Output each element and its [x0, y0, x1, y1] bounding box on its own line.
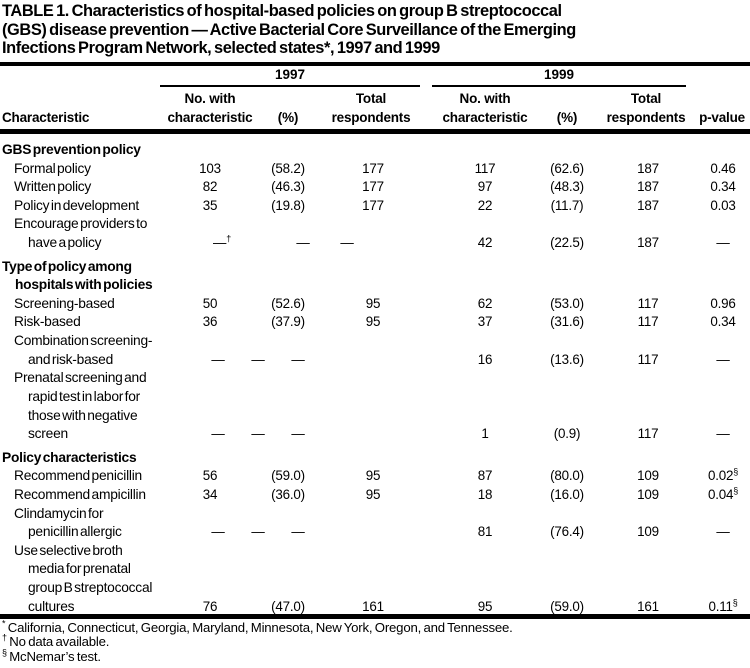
column-header-line: No. with — [459, 91, 511, 107]
table-cell: 187 — [637, 235, 659, 251]
row-label: media for prenatal — [28, 561, 131, 577]
table-cell: 187 — [637, 197, 659, 213]
table-cell: 0.04§ — [707, 485, 739, 502]
table-row-line — [0, 560, 750, 579]
table-cell: (76.4) — [550, 524, 584, 540]
table-cell: 42 — [477, 235, 493, 251]
table-cell: 0.96 — [710, 295, 736, 311]
table-row-line — [0, 369, 750, 388]
table-cell: (53.0) — [550, 295, 584, 311]
table-cell: 18 — [477, 486, 493, 502]
table-cell: 36 — [202, 314, 218, 330]
table-cell: — — [291, 524, 305, 540]
header-divider-rule — [0, 129, 750, 134]
table-cell: 0.34 — [710, 314, 736, 330]
table-row-line — [0, 425, 750, 444]
title-line-3: Infections Program Network, selected states*, 1997 and 1999 — [2, 39, 440, 57]
column-header — [442, 89, 527, 127]
row-label: Formal policy — [14, 160, 91, 176]
row-label: and risk-based — [28, 351, 113, 367]
table-cell: 76 — [202, 598, 218, 614]
table-cell: 187 — [637, 160, 659, 176]
column-header-line: (%) — [277, 109, 299, 125]
table-cell: 117 — [637, 295, 659, 311]
table-cell: 95 — [365, 314, 381, 330]
table-cell: 187 — [637, 179, 659, 195]
table-cell: — — [211, 351, 225, 367]
table-cell: 0.02§ — [707, 466, 739, 484]
column-header-line: characteristic — [167, 109, 253, 125]
column-header — [607, 89, 686, 127]
column-header-line: respondents — [331, 109, 411, 125]
row-label: screen — [28, 426, 68, 442]
table-cell: 82 — [202, 179, 218, 195]
column-header-line: p-value — [699, 109, 745, 125]
table-cell: (11.7) — [550, 197, 584, 213]
table-cell: (16.0) — [550, 486, 584, 502]
row-label: Prenatal screening and — [14, 370, 147, 386]
table-cell: 87 — [477, 468, 493, 484]
year-group-label: 1999 — [543, 67, 575, 82]
footnote-line: * California, Connecticut, Georgia, Maryland, Minnesota, New York, Oregon, and Tennessee. — [2, 618, 513, 635]
table-cell: — — [251, 524, 265, 540]
table-cell: 109 — [637, 468, 659, 484]
table-cell: 34 — [202, 486, 218, 502]
table-row-line — [0, 197, 750, 216]
table-cell: 62 — [477, 295, 493, 311]
table-cell: (13.6) — [550, 351, 584, 367]
table-cell: (58.2) — [271, 160, 305, 176]
table-body — [0, 141, 750, 616]
table-cell: 56 — [202, 468, 218, 484]
table-row-line — [0, 332, 750, 351]
table-cell: 81 — [477, 524, 493, 540]
table-cell: — — [716, 235, 730, 251]
footnote-symbol: § — [2, 647, 7, 658]
column-header-line: respondents — [606, 109, 686, 125]
table-cell: 0.11§ — [708, 597, 738, 614]
table-cell: (46.3) — [271, 179, 305, 195]
table-cell: (47.0) — [271, 598, 305, 614]
table-cell: 95 — [477, 598, 493, 614]
row-label: have a policy — [28, 235, 102, 251]
table-cell: (62.6) — [550, 160, 584, 176]
table-cell: — — [716, 426, 730, 442]
characteristic-column-header: Characteristic — [2, 109, 90, 125]
row-label: group B streptococcal — [28, 580, 153, 596]
table-cell: (36.0) — [271, 486, 305, 502]
table-cell: (52.6) — [271, 295, 305, 311]
row-label: Screening-based — [14, 295, 115, 311]
table-cell: (59.0) — [271, 468, 305, 484]
table-cell: — — [296, 235, 310, 251]
section-header-line — [0, 258, 750, 277]
table-row-line — [0, 160, 750, 179]
cell-footnote-marker: § — [733, 466, 739, 477]
table-cell: 117 — [637, 314, 659, 330]
row-label: Risk-based — [14, 314, 81, 330]
table-cell: 177 — [362, 160, 384, 176]
column-header-line: Total — [355, 91, 387, 107]
table-row-line — [0, 215, 750, 234]
table-cell: 0.34 — [710, 179, 736, 195]
table-cell: —† — [212, 233, 232, 251]
top-rule — [0, 62, 750, 66]
footnote-symbol: * — [2, 618, 6, 629]
section-header-label: hospitals with policies — [15, 277, 153, 293]
table-section — [0, 141, 750, 253]
cell-footnote-marker: † — [226, 233, 232, 244]
table-cell: 50 — [202, 295, 218, 311]
column-header — [557, 89, 577, 127]
footnote-line: § McNemar’s test. — [2, 647, 101, 665]
table-cell: (48.3) — [550, 179, 584, 195]
section-header-label: Policy characteristics — [2, 449, 137, 465]
year-group-rule — [160, 85, 420, 88]
table-cell: 97 — [477, 179, 493, 195]
column-header-line: No. with — [184, 91, 236, 107]
row-label: rapid test in labor for — [28, 388, 141, 404]
column-header — [278, 89, 298, 127]
table-cell: — — [251, 426, 265, 442]
table-cell: (19.8) — [271, 197, 305, 213]
row-label: Recommend ampicillin — [14, 486, 146, 502]
table-cell: 109 — [637, 486, 659, 502]
table-cell: (31.6) — [550, 314, 584, 330]
row-label: Combination screening- — [14, 333, 153, 349]
table-cell: — — [251, 351, 265, 367]
table-cell: (59.0) — [550, 598, 584, 614]
year-group-rule — [432, 85, 686, 88]
table-row-line — [0, 178, 750, 197]
table-cell: (0.9) — [553, 426, 581, 442]
title-line-1: TABLE 1. Characteristics of hospital-based policies on group B streptococcal — [2, 2, 562, 20]
section-header-label: GBS prevention policy — [2, 142, 141, 157]
section-header-label: Type of policy among — [2, 258, 132, 274]
table-row-line — [0, 523, 750, 542]
table-cell: 161 — [362, 598, 384, 614]
footnote-line: † No data available. — [2, 632, 110, 650]
table-row-line — [0, 295, 750, 314]
table-cell: 1 — [481, 426, 489, 442]
table-cell: 117 — [637, 426, 659, 442]
table-cell: — — [340, 235, 354, 251]
table-row-line — [0, 467, 750, 486]
table-title — [2, 2, 750, 58]
table-cell: — — [211, 524, 225, 540]
row-label: penicillin allergic — [28, 524, 122, 540]
table-cell: — — [716, 351, 730, 367]
column-header — [332, 89, 411, 127]
table-row-line — [0, 351, 750, 370]
table-cell: 95 — [365, 486, 381, 502]
table-cell: 177 — [362, 179, 384, 195]
section-header-line — [0, 276, 750, 295]
table-cell: 103 — [199, 160, 221, 176]
table-cell: — — [211, 426, 225, 442]
table-cell: (80.0) — [550, 468, 584, 484]
section-header-line — [0, 141, 750, 160]
cell-footnote-marker: § — [733, 485, 739, 496]
table-cell: — — [291, 426, 305, 442]
cell-footnote-marker: § — [732, 597, 738, 608]
row-label: Policy in development — [14, 197, 139, 213]
row-label: Clindamycin for — [14, 505, 104, 521]
bottom-rule — [0, 614, 750, 619]
row-label: those with negative — [28, 407, 138, 423]
table-cell: 16 — [477, 351, 493, 367]
table-cell: — — [716, 524, 730, 540]
table-row-line — [0, 407, 750, 426]
table-cell: (22.5) — [550, 235, 584, 251]
year-group-label: 1997 — [274, 67, 306, 82]
row-label: cultures — [28, 598, 75, 614]
table-cell: 95 — [365, 468, 381, 484]
column-header-line: Total — [630, 91, 662, 107]
table-row-line — [0, 313, 750, 332]
row-label: Use selective broth — [14, 542, 123, 558]
column-header — [167, 89, 252, 127]
row-label: Recommend penicillin — [14, 468, 142, 484]
row-label: Written policy — [14, 179, 92, 195]
table-row-line — [0, 542, 750, 561]
footnotes — [2, 618, 748, 665]
table-row-line — [0, 234, 750, 253]
column-header-line: (%) — [556, 109, 578, 125]
column-header — [699, 89, 745, 127]
table-cell: — — [291, 351, 305, 367]
table-cell: 177 — [362, 197, 384, 213]
table-cell: 161 — [637, 598, 659, 614]
table-cell: 0.03 — [710, 197, 736, 213]
table-cell: 117 — [474, 160, 496, 176]
row-label: Encourage providers to — [14, 216, 148, 232]
table-section — [0, 449, 750, 616]
table-cell: 22 — [477, 197, 493, 213]
section-header-line — [0, 449, 750, 468]
table-cell: 35 — [202, 197, 218, 213]
table-cell: (37.9) — [271, 314, 305, 330]
table-row-line — [0, 388, 750, 407]
table-cell: 109 — [637, 524, 659, 540]
table-row-line — [0, 505, 750, 524]
table-row-line — [0, 579, 750, 598]
footnote-symbol: † — [2, 632, 7, 643]
table-row-line — [0, 486, 750, 505]
table-cell: 37 — [477, 314, 493, 330]
table-cell: 0.46 — [710, 160, 736, 176]
table-section — [0, 258, 750, 444]
column-header-line: characteristic — [442, 109, 528, 125]
table-cell: 95 — [365, 295, 381, 311]
table-cell: 117 — [637, 351, 659, 367]
title-line-2: (GBS) disease prevention — Active Bacterial Core Surveillance of the Emerging — [2, 20, 576, 39]
